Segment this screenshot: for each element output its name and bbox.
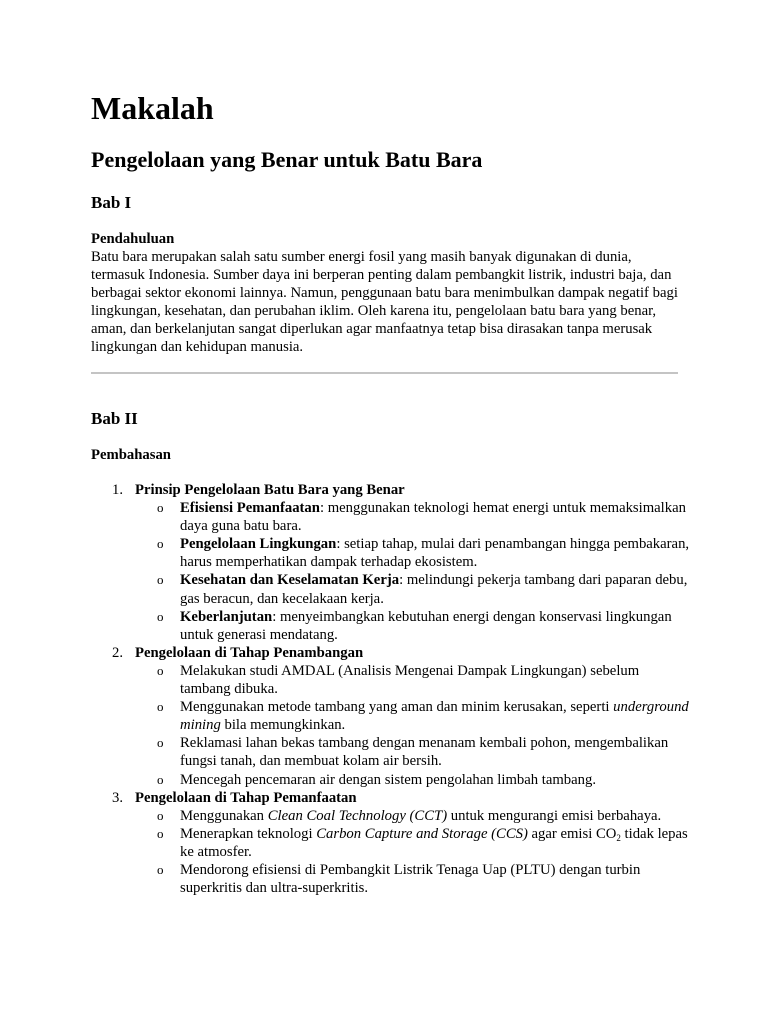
item-text: : menggunakan teknologi hemat energi untuk memaksimalkan daya guna batu bara.	[180, 500, 686, 535]
list-item	[135, 571, 691, 607]
bab-2-label: Bab II	[91, 409, 138, 428]
list-item	[135, 771, 691, 789]
item-text: Mendorong efisiensi di Pembangkit Listrik Tenaga Uap (PLTU) dengan turbin superkritis dan ultra-superkritis.	[180, 861, 641, 897]
section-title: Pengelolaan di Tahap Penambangan	[135, 644, 364, 661]
list-item	[135, 861, 691, 897]
item-term: Kesehatan dan Keselamatan Kerja	[180, 572, 400, 589]
item-text: Mencegah pencemaran air dengan sistem pengolahan limbah tambang.	[180, 771, 596, 788]
bullet-marker: o	[157, 536, 164, 552]
item-term: Keberlanjutan	[180, 608, 273, 625]
sub-list	[135, 662, 691, 789]
item-text: Menggunakan	[180, 807, 268, 824]
section-number: 3.	[112, 789, 124, 806]
list-item	[135, 662, 691, 698]
document-subtitle: Pengelolaan yang Benar untuk Batu Bara	[91, 147, 483, 172]
bullet-marker: o	[157, 699, 164, 715]
item-term: Pengelolaan Lingkungan	[180, 536, 337, 553]
list-item	[135, 825, 691, 861]
section-title: Prinsip Pengelolaan Batu Bara yang Benar	[135, 482, 405, 498]
bullet-marker: o	[157, 735, 164, 751]
item-text: Reklamasi lahan bekas tambang dengan menanam kembali pohon, mengembalikan fungsi tanah, dan membuat kolam air bersih.	[180, 735, 669, 770]
bullet-marker: o	[157, 662, 164, 678]
item-text: : setiap tahap, mulai dari penambangan hingga pembakaran, harus memperhatikan dampak terhadap ekosistem.	[180, 536, 690, 571]
section-number: 2.	[112, 644, 124, 661]
section-list	[91, 481, 691, 897]
list-item	[135, 734, 691, 770]
list-item	[135, 698, 691, 734]
section-number: 1.	[112, 482, 124, 498]
item-text: : menyeimbangkan kebutuhan energi dengan konservasi lingkungan untuk generasi mendatang.	[180, 608, 672, 643]
bullet-marker: o	[157, 500, 164, 516]
list-item	[135, 807, 691, 825]
bullet-marker: o	[157, 807, 164, 823]
section-divider	[91, 372, 678, 374]
list-item	[135, 608, 691, 644]
pembahasan-heading: Pembahasan	[91, 447, 171, 463]
item-text: Menggunakan metode tambang yang aman dan minim kerusakan, seperti	[180, 699, 614, 716]
section-item	[91, 481, 691, 644]
bullet-marker: o	[157, 825, 164, 841]
item-term: Efisiensi Pemanfaatan	[180, 500, 320, 517]
item-text: Menerapkan teknologi	[180, 825, 317, 842]
bullet-marker: o	[157, 608, 164, 624]
pendahuluan-heading: Pendahuluan	[91, 231, 175, 247]
item-text: Melakukan studi AMDAL (Analisis Mengenai Dampak Lingkungan) sebelum tambang dibuka.	[180, 662, 640, 698]
item-text-after: untuk mengurangi emisi berbahaya.	[447, 807, 662, 824]
co2-subscript: 2	[616, 832, 621, 843]
item-text-end: tidak lepas ke atmosfer.	[180, 825, 688, 860]
pendahuluan-paragraph: Batu bara merupakan salah satu sumber energi fosil yang masih banyak digunakan di dunia, termasuk Indonesia. Sumber daya ini berperan penting dalam pembangkit listrik, industri baja, dan berbagai sektor ekonomi lainnya. Namun, penggunaan batu bara menimbulkan dampak negatif bagi lingkungan, kesehatan, dan perubahan iklim. Oleh karena itu, pengelolaan batu bara yang benar, aman, dan berkelanjutan sangat diperlukan agar manfaatnya tetap bisa dirasakan tanpa merusak lingkungan dan kehidupan manusia.	[91, 249, 678, 356]
list-item	[135, 499, 691, 535]
item-italic-term: underground mining	[180, 699, 689, 734]
sub-list	[135, 807, 691, 897]
item-italic-term: Clean Coal Technology (CCT)	[267, 807, 448, 824]
bab-1-label: Bab I	[91, 193, 132, 212]
item-text-after: agar emisi CO	[527, 825, 617, 842]
list-item	[135, 535, 691, 571]
item-italic-term: Carbon Capture and Storage (CCS)	[316, 825, 528, 842]
bullet-marker: o	[157, 572, 164, 588]
section-item	[91, 789, 691, 898]
bullet-marker: o	[157, 771, 164, 787]
bullet-marker: o	[157, 861, 164, 877]
pembahasan-outline	[91, 481, 691, 897]
document-title: Makalah	[91, 90, 214, 126]
sub-list	[135, 499, 691, 644]
item-text-after: bila memungkinkan.	[220, 717, 346, 734]
item-text: : melindungi pekerja tambang dari paparan debu, gas beracun, dan kecelakaan kerja.	[180, 572, 688, 607]
section-title: Pengelolaan di Tahap Pemanfaatan	[135, 789, 357, 806]
section-item	[91, 644, 691, 789]
